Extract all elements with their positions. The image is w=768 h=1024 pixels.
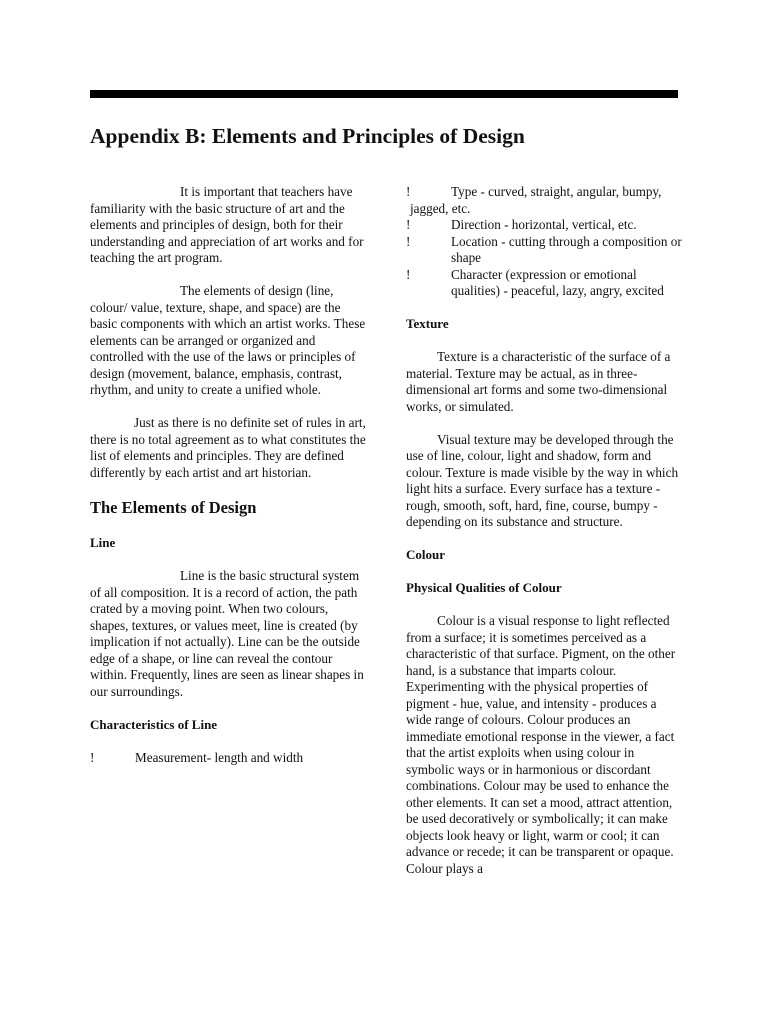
bullet-mark: !	[406, 184, 411, 199]
physical-qualities-heading: Physical Qualities of Colour	[406, 580, 562, 595]
intro-paragraph-2: The elements of design (line, colour/ value, texture, shape, and space) are the basic components with which an artist works. These elements can be arranged or organized and controlled with the use of the laws or principles of design (movement, balance, emphasis, contrast, rhythm, and unity to create a unified whole.	[90, 283, 366, 397]
intro-paragraph-3: Just as there is no definite set of rules in art, there is no total agreement as to what constitutes the list of elements and principles. They are defined differently by each artist and art historian.	[90, 415, 366, 480]
bullet-text: Measurement- length and width	[135, 749, 304, 765]
bullet-mark: !	[406, 233, 411, 249]
right-column	[406, 184, 684, 877]
colour-paragraph: Colour is a visual response to light reflected from a surface; it is sometimes perceived as a characteristic of that surface. Pigment, on the other hand, is a substance that imparts colour. Experimenting with the physical properties of pigment - hue, value, and intensity - produces a wide range of colours. Colour produces an immediate emotional response in the viewer, a fact that the artist exploits when using colour in symbolic ways or in harmonious or discordant combinations. Colour may be used to enhance the other elements. It can set a mood, attract attention, be used decoratively or symbolically; it can make objects look heavy or light, warm or cool; it can advance or recede; it can be transparent or opaque. Colour plays a	[406, 613, 676, 876]
left-column	[90, 184, 366, 766]
line-paragraph: Line is the basic structural system of all composition. It is a record of action, the path crated by a moving point. When two colours, shapes, textures, or values meet, line is created (by implication if not actually). Line can be the outside edge of a shape, or line can reveal the contour within. Frequently, lines are seen as linear shapes in our surroundings.	[90, 568, 364, 699]
page-title: Appendix B: Elements and Principles of Design	[90, 124, 525, 148]
top-rule	[90, 90, 678, 98]
bullet-text: Direction - horizontal, vertical, etc.	[451, 217, 637, 232]
bullet-text: Type - curved, straight, angular, bumpy,	[451, 184, 662, 199]
bullet-character	[406, 267, 684, 300]
bullet-mark: !	[406, 217, 411, 232]
bullet-text: Character (expression or emotional qualities) - peaceful, lazy, angry, excited	[451, 266, 664, 298]
bullet-mark: !	[90, 749, 95, 765]
bullet-text: Location - cutting through a composition or shape	[451, 233, 682, 265]
elements-heading: The Elements of Design	[90, 498, 257, 517]
bullet-direction	[406, 217, 684, 234]
characteristics-heading: Characteristics of Line	[90, 716, 218, 732]
bullet-location	[406, 234, 684, 267]
bullet-text-wrap: jagged, etc.	[410, 200, 471, 216]
colour-heading: Colour	[406, 547, 445, 562]
texture-heading: Texture	[406, 316, 449, 331]
bullet-type	[406, 184, 684, 217]
texture-paragraph-1: Texture is a characteristic of the surface of a material. Texture may be actual, as in three-dimensional art forms and some two-dimensional works, or simulated.	[406, 349, 671, 414]
intro-paragraph-1: It is important that teachers have familiarity with the basic structure of art and the elements and principles of design, both for their understanding and appreciation of art works and for teaching the art program.	[90, 184, 364, 265]
texture-paragraph-2: Visual texture may be developed through the use of line, colour, light and shadow, form and colour. Texture is made visible by the way in which light hits a surface. Every surface has a texture - rough, smooth, soft, hard, fine, course, bumpy - depending on its substance and structure.	[406, 431, 679, 529]
bullet-mark: !	[406, 266, 411, 282]
bullet-measurement	[90, 750, 366, 767]
line-heading: Line	[90, 535, 116, 550]
